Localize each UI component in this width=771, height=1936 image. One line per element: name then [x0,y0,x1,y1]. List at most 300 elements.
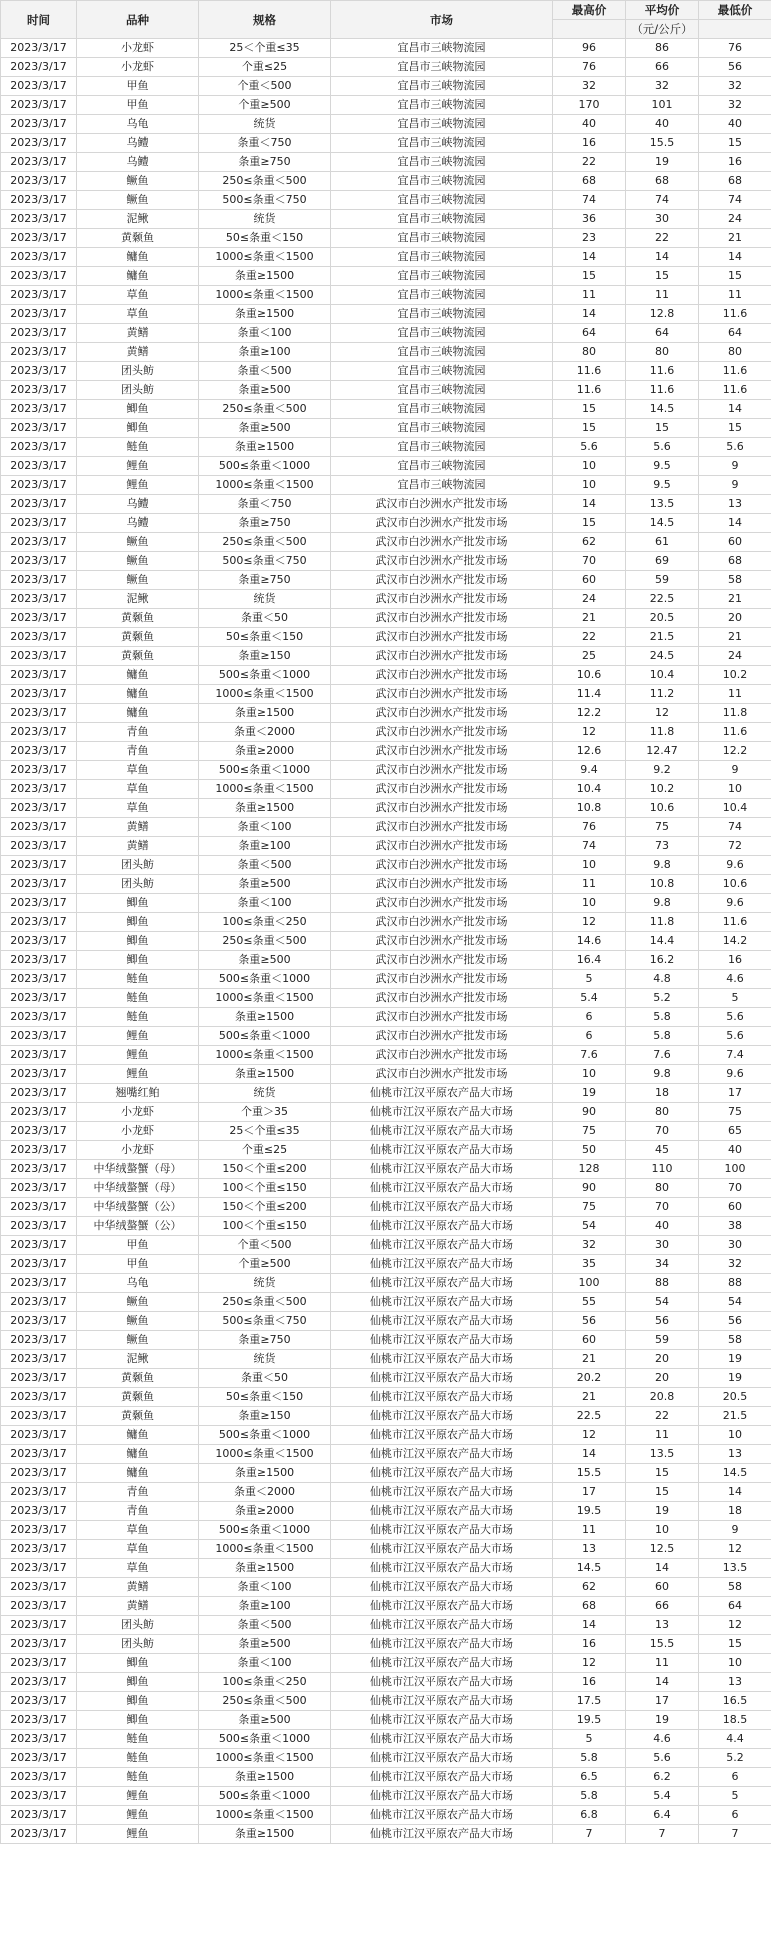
cell-spec: 条重＜100 [199,818,331,837]
cell-max-price: 22 [553,628,626,647]
cell-market: 仙桃市江汉平原农产品大市场 [331,1369,553,1388]
cell-max-price: 10.4 [553,780,626,799]
price-unit-label: （元/公斤） [626,20,699,39]
cell-time: 2023/3/17 [1,894,77,913]
cell-max-price: 16 [553,134,626,153]
cell-spec: 500≤条重＜1000 [199,1426,331,1445]
cell-max-price: 170 [553,96,626,115]
cell-spec: 条重≥750 [199,153,331,172]
table-row [1,780,771,799]
cell-variety: 黄鳝 [77,1597,199,1616]
cell-max-price: 16 [553,1673,626,1692]
cell-max-price: 12 [553,1654,626,1673]
cell-time: 2023/3/17 [1,438,77,457]
cell-variety: 鲫鱼 [77,1673,199,1692]
cell-market: 宜昌市三峡物流园 [331,438,553,457]
cell-avg-price: 11 [626,286,699,305]
cell-min-price: 7 [699,1825,771,1844]
cell-avg-price: 11 [626,1426,699,1445]
cell-max-price: 21 [553,609,626,628]
cell-time: 2023/3/17 [1,1179,77,1198]
cell-market: 仙桃市江汉平原农产品大市场 [331,1388,553,1407]
cell-avg-price: 15 [626,267,699,286]
cell-market: 仙桃市江汉平原农产品大市场 [331,1141,553,1160]
table-row [1,229,771,248]
cell-spec: 条重≥1500 [199,704,331,723]
cell-variety: 乌鳢 [77,134,199,153]
cell-time: 2023/3/17 [1,609,77,628]
cell-avg-price: 5.4 [626,1787,699,1806]
cell-time: 2023/3/17 [1,913,77,932]
cell-min-price: 15 [699,419,771,438]
cell-min-price: 15 [699,134,771,153]
cell-max-price: 74 [553,837,626,856]
cell-time: 2023/3/17 [1,1274,77,1293]
cell-time: 2023/3/17 [1,1369,77,1388]
cell-min-price: 11.6 [699,381,771,400]
cell-max-price: 68 [553,172,626,191]
cell-max-price: 12.2 [553,704,626,723]
cell-market: 武汉市白沙洲水产批发市场 [331,989,553,1008]
cell-avg-price: 73 [626,837,699,856]
cell-avg-price: 54 [626,1293,699,1312]
cell-time: 2023/3/17 [1,761,77,780]
cell-variety: 鳙鱼 [77,1426,199,1445]
cell-spec: 1000≤条重＜1500 [199,1806,331,1825]
cell-spec: 条重＜100 [199,894,331,913]
cell-avg-price: 34 [626,1255,699,1274]
cell-avg-price: 30 [626,210,699,229]
cell-time: 2023/3/17 [1,1217,77,1236]
cell-variety: 团头鲂 [77,1635,199,1654]
cell-time: 2023/3/17 [1,115,77,134]
cell-spec: 250≤条重＜500 [199,400,331,419]
cell-time: 2023/3/17 [1,1027,77,1046]
cell-variety: 团头鲂 [77,362,199,381]
cell-spec: 个重≤25 [199,58,331,77]
cell-market: 仙桃市江汉平原农产品大市场 [331,1806,553,1825]
table-row [1,1369,771,1388]
cell-min-price: 24 [699,210,771,229]
cell-spec: 条重≥1500 [199,1065,331,1084]
cell-max-price: 17.5 [553,1692,626,1711]
cell-max-price: 22 [553,153,626,172]
cell-avg-price: 21.5 [626,628,699,647]
cell-spec: 250≤条重＜500 [199,533,331,552]
cell-time: 2023/3/17 [1,1540,77,1559]
cell-market: 仙桃市江汉平原农产品大市场 [331,1711,553,1730]
table-row [1,96,771,115]
cell-time: 2023/3/17 [1,1255,77,1274]
cell-avg-price: 101 [626,96,699,115]
cell-avg-price: 22.5 [626,590,699,609]
cell-variety: 中华绒螯蟹（公） [77,1217,199,1236]
cell-time: 2023/3/17 [1,837,77,856]
cell-max-price: 17 [553,1483,626,1502]
table-row [1,1217,771,1236]
cell-variety: 鲫鱼 [77,1654,199,1673]
cell-variety: 鲤鱼 [77,1065,199,1084]
cell-avg-price: 110 [626,1160,699,1179]
table-row [1,1749,771,1768]
table-row [1,1673,771,1692]
cell-avg-price: 80 [626,343,699,362]
cell-avg-price: 69 [626,552,699,571]
cell-spec: 条重≥100 [199,1597,331,1616]
cell-market: 仙桃市江汉平原农产品大市场 [331,1635,553,1654]
cell-avg-price: 24.5 [626,647,699,666]
cell-avg-price: 19 [626,1502,699,1521]
cell-spec: 50≤条重＜150 [199,1388,331,1407]
cell-max-price: 6 [553,1027,626,1046]
cell-time: 2023/3/17 [1,1597,77,1616]
cell-variety: 鳙鱼 [77,704,199,723]
cell-max-price: 5 [553,1730,626,1749]
cell-variety: 黄鳝 [77,343,199,362]
cell-min-price: 18 [699,1502,771,1521]
cell-time: 2023/3/17 [1,343,77,362]
cell-variety: 鲤鱼 [77,457,199,476]
table-row [1,533,771,552]
cell-avg-price: 11.6 [626,362,699,381]
cell-avg-price: 4.6 [626,1730,699,1749]
cell-variety: 乌鳢 [77,514,199,533]
cell-min-price: 32 [699,1255,771,1274]
cell-avg-price: 5.2 [626,989,699,1008]
cell-time: 2023/3/17 [1,780,77,799]
cell-variety: 鳜鱼 [77,1312,199,1331]
cell-spec: 250≤条重＜500 [199,1293,331,1312]
cell-market: 仙桃市江汉平原农产品大市场 [331,1825,553,1844]
cell-variety: 鲫鱼 [77,894,199,913]
cell-time: 2023/3/17 [1,1046,77,1065]
cell-avg-price: 20.5 [626,609,699,628]
cell-avg-price: 15.5 [626,134,699,153]
cell-min-price: 4.4 [699,1730,771,1749]
cell-market: 仙桃市江汉平原农产品大市场 [331,1768,553,1787]
cell-max-price: 76 [553,818,626,837]
cell-avg-price: 12.8 [626,305,699,324]
cell-market: 武汉市白沙洲水产批发市场 [331,552,553,571]
table-header [1,1,771,39]
cell-min-price: 13 [699,495,771,514]
cell-variety: 鲤鱼 [77,1787,199,1806]
cell-variety: 鳜鱼 [77,571,199,590]
table-row [1,571,771,590]
cell-variety: 乌龟 [77,1274,199,1293]
table-row [1,324,771,343]
cell-avg-price: 12.5 [626,1540,699,1559]
cell-min-price: 74 [699,191,771,210]
cell-market: 仙桃市江汉平原农产品大市场 [331,1521,553,1540]
cell-min-price: 16.5 [699,1692,771,1711]
table-row [1,609,771,628]
cell-spec: 条重≥500 [199,381,331,400]
cell-variety: 鲢鱼 [77,989,199,1008]
cell-variety: 鲤鱼 [77,1046,199,1065]
cell-variety: 黄颡鱼 [77,647,199,666]
cell-time: 2023/3/17 [1,1635,77,1654]
cell-avg-price: 15 [626,419,699,438]
cell-max-price: 62 [553,1578,626,1597]
cell-min-price: 60 [699,533,771,552]
cell-time: 2023/3/17 [1,571,77,590]
table-row [1,1787,771,1806]
cell-time: 2023/3/17 [1,1445,77,1464]
column-header-market: 市场 [331,1,553,39]
cell-min-price: 11.6 [699,362,771,381]
cell-variety: 小龙虾 [77,1122,199,1141]
cell-min-price: 40 [699,115,771,134]
table-row [1,1730,771,1749]
cell-market: 仙桃市江汉平原农产品大市场 [331,1654,553,1673]
cell-variety: 团头鲂 [77,856,199,875]
cell-avg-price: 11.2 [626,685,699,704]
cell-avg-price: 22 [626,229,699,248]
cell-max-price: 19.5 [553,1711,626,1730]
cell-variety: 团头鲂 [77,381,199,400]
cell-spec: 100≤条重＜250 [199,913,331,932]
table-row [1,1692,771,1711]
cell-max-price: 24 [553,590,626,609]
cell-spec: 500≤条重＜750 [199,191,331,210]
cell-min-price: 4.6 [699,970,771,989]
cell-market: 仙桃市江汉平原农产品大市场 [331,1350,553,1369]
cell-variety: 鳜鱼 [77,1331,199,1350]
cell-max-price: 68 [553,1597,626,1616]
cell-min-price: 10.4 [699,799,771,818]
cell-avg-price: 14.5 [626,400,699,419]
cell-time: 2023/3/17 [1,590,77,609]
table-body [1,39,771,1844]
cell-avg-price: 19 [626,1711,699,1730]
table-row [1,1350,771,1369]
cell-spec: 条重≥750 [199,1331,331,1350]
cell-market: 仙桃市江汉平原农产品大市场 [331,1103,553,1122]
cell-avg-price: 80 [626,1103,699,1122]
cell-time: 2023/3/17 [1,39,77,58]
cell-avg-price: 5.8 [626,1027,699,1046]
cell-time: 2023/3/17 [1,1483,77,1502]
cell-max-price: 5.8 [553,1749,626,1768]
cell-variety: 鲤鱼 [77,476,199,495]
cell-min-price: 7.4 [699,1046,771,1065]
cell-avg-price: 14 [626,1673,699,1692]
cell-market: 武汉市白沙洲水产批发市场 [331,723,553,742]
cell-time: 2023/3/17 [1,685,77,704]
cell-min-price: 21 [699,229,771,248]
table-row [1,1426,771,1445]
cell-avg-price: 60 [626,1578,699,1597]
cell-variety: 鲢鱼 [77,970,199,989]
table-row [1,837,771,856]
table-row [1,210,771,229]
cell-time: 2023/3/17 [1,1407,77,1426]
cell-max-price: 9.4 [553,761,626,780]
cell-avg-price: 22 [626,1407,699,1426]
cell-spec: 1000≤条重＜1500 [199,1046,331,1065]
cell-min-price: 5.6 [699,1027,771,1046]
cell-avg-price: 16.2 [626,951,699,970]
cell-spec: 500≤条重＜1000 [199,761,331,780]
cell-spec: 条重≥750 [199,514,331,533]
cell-spec: 个重≤25 [199,1141,331,1160]
cell-market: 武汉市白沙洲水产批发市场 [331,1027,553,1046]
cell-market: 仙桃市江汉平原农产品大市场 [331,1749,553,1768]
cell-variety: 草鱼 [77,761,199,780]
cell-variety: 泥鳅 [77,590,199,609]
cell-avg-price: 6.4 [626,1806,699,1825]
cell-max-price: 19.5 [553,1502,626,1521]
cell-min-price: 64 [699,1597,771,1616]
cell-avg-price: 59 [626,571,699,590]
table-row [1,1046,771,1065]
cell-spec: 个重≥500 [199,1255,331,1274]
cell-time: 2023/3/17 [1,1312,77,1331]
cell-market: 宜昌市三峡物流园 [331,39,553,58]
cell-market: 武汉市白沙洲水产批发市场 [331,1046,553,1065]
cell-variety: 鳙鱼 [77,1464,199,1483]
table-row [1,590,771,609]
cell-min-price: 24 [699,647,771,666]
cell-max-price: 12 [553,1426,626,1445]
cell-time: 2023/3/17 [1,989,77,1008]
cell-variety: 甲鱼 [77,1255,199,1274]
cell-time: 2023/3/17 [1,1673,77,1692]
cell-time: 2023/3/17 [1,1350,77,1369]
cell-market: 仙桃市江汉平原农产品大市场 [331,1217,553,1236]
cell-avg-price: 15.5 [626,1635,699,1654]
cell-time: 2023/3/17 [1,1293,77,1312]
table-row [1,1236,771,1255]
cell-min-price: 21.5 [699,1407,771,1426]
cell-time: 2023/3/17 [1,951,77,970]
cell-market: 仙桃市江汉平原农产品大市场 [331,1312,553,1331]
cell-time: 2023/3/17 [1,1768,77,1787]
cell-avg-price: 14 [626,248,699,267]
table-row [1,704,771,723]
cell-max-price: 90 [553,1103,626,1122]
table-row [1,1274,771,1293]
cell-variety: 黄鳝 [77,837,199,856]
cell-avg-price: 15 [626,1464,699,1483]
cell-spec: 条重≥2000 [199,1502,331,1521]
cell-avg-price: 45 [626,1141,699,1160]
cell-max-price: 6.8 [553,1806,626,1825]
cell-spec: 25＜个重≤35 [199,39,331,58]
cell-market: 宜昌市三峡物流园 [331,77,553,96]
cell-min-price: 10.6 [699,875,771,894]
cell-spec: 统货 [199,1350,331,1369]
cell-avg-price: 64 [626,324,699,343]
cell-min-price: 14 [699,1483,771,1502]
cell-market: 仙桃市江汉平原农产品大市场 [331,1616,553,1635]
cell-avg-price: 5.6 [626,438,699,457]
table-row [1,172,771,191]
cell-time: 2023/3/17 [1,704,77,723]
cell-market: 武汉市白沙洲水产批发市场 [331,799,553,818]
table-row [1,989,771,1008]
cell-variety: 鲢鱼 [77,1749,199,1768]
cell-time: 2023/3/17 [1,381,77,400]
cell-min-price: 10 [699,1426,771,1445]
cell-variety: 鲫鱼 [77,419,199,438]
cell-min-price: 14 [699,514,771,533]
cell-variety: 草鱼 [77,286,199,305]
cell-variety: 中华绒螯蟹（母） [77,1160,199,1179]
cell-min-price: 6 [699,1806,771,1825]
cell-variety: 鲫鱼 [77,913,199,932]
cell-spec: 条重≥1500 [199,799,331,818]
cell-avg-price: 13.5 [626,495,699,514]
cell-market: 宜昌市三峡物流园 [331,210,553,229]
cell-spec: 条重≥500 [199,1635,331,1654]
cell-time: 2023/3/17 [1,723,77,742]
cell-time: 2023/3/17 [1,1692,77,1711]
cell-avg-price: 10.2 [626,780,699,799]
table-row [1,1616,771,1635]
cell-spec: 条重＜100 [199,1578,331,1597]
cell-spec: 条重≥750 [199,571,331,590]
cell-market: 宜昌市三峡物流园 [331,153,553,172]
cell-market: 仙桃市江汉平原农产品大市场 [331,1198,553,1217]
cell-spec: 条重≥2000 [199,742,331,761]
cell-variety: 乌鳢 [77,153,199,172]
cell-market: 仙桃市江汉平原农产品大市场 [331,1692,553,1711]
table-row [1,381,771,400]
cell-max-price: 64 [553,324,626,343]
cell-market: 仙桃市江汉平原农产品大市场 [331,1597,553,1616]
cell-max-price: 5.6 [553,438,626,457]
table-row [1,1502,771,1521]
table-row [1,1388,771,1407]
cell-max-price: 100 [553,1274,626,1293]
cell-market: 仙桃市江汉平原农产品大市场 [331,1426,553,1445]
table-row [1,286,771,305]
cell-time: 2023/3/17 [1,210,77,229]
cell-spec: 500≤条重＜1000 [199,1027,331,1046]
cell-spec: 1000≤条重＜1500 [199,1749,331,1768]
cell-min-price: 10 [699,780,771,799]
cell-avg-price: 15 [626,1483,699,1502]
cell-time: 2023/3/17 [1,970,77,989]
cell-spec: 统货 [199,115,331,134]
cell-market: 仙桃市江汉平原农产品大市场 [331,1464,553,1483]
cell-min-price: 14.2 [699,932,771,951]
cell-time: 2023/3/17 [1,1122,77,1141]
cell-min-price: 68 [699,552,771,571]
cell-spec: 100＜个重≤150 [199,1217,331,1236]
cell-avg-price: 13.5 [626,1445,699,1464]
cell-max-price: 10.6 [553,666,626,685]
cell-market: 武汉市白沙洲水产批发市场 [331,685,553,704]
cell-market: 仙桃市江汉平原农产品大市场 [331,1122,553,1141]
cell-market: 武汉市白沙洲水产批发市场 [331,856,553,875]
cell-market: 武汉市白沙洲水产批发市场 [331,1008,553,1027]
cell-max-price: 32 [553,77,626,96]
table-row [1,1597,771,1616]
cell-max-price: 22.5 [553,1407,626,1426]
cell-avg-price: 74 [626,191,699,210]
cell-spec: 500≤条重＜750 [199,1312,331,1331]
cell-variety: 小龙虾 [77,1141,199,1160]
table-row [1,761,771,780]
cell-min-price: 58 [699,571,771,590]
cell-variety: 鲫鱼 [77,1692,199,1711]
cell-market: 宜昌市三峡物流园 [331,172,553,191]
cell-time: 2023/3/17 [1,647,77,666]
cell-time: 2023/3/17 [1,476,77,495]
